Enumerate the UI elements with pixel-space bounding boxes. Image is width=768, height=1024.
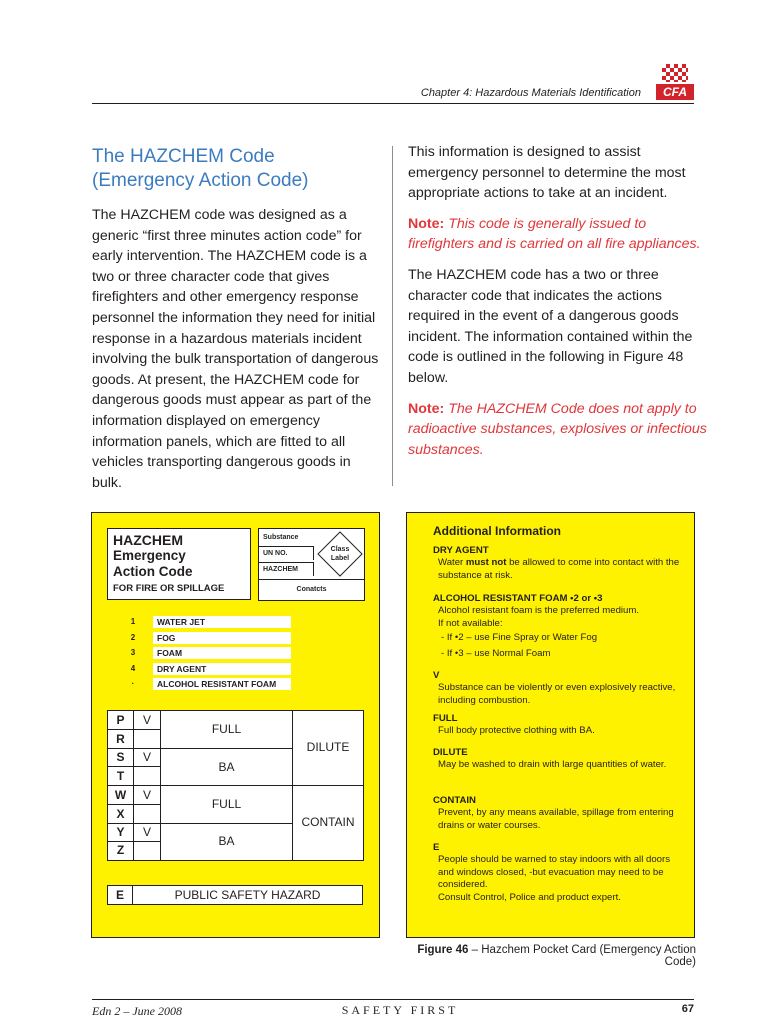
section-heading: ALCOHOL RESISTANT FOAM •2 or •3: [433, 593, 603, 604]
card-subtitle-2: Action Code: [113, 564, 193, 579]
note-issued: [408, 214, 708, 255]
list-label: ALCOHOL RESISTANT FOAM: [153, 678, 291, 690]
grid-letter: W: [108, 786, 134, 805]
protection-ba: BA: [161, 749, 293, 786]
grid-letter: R: [108, 730, 134, 749]
v-section: [433, 670, 683, 707]
grid-letter: P: [108, 711, 134, 730]
grid-letter: Z: [108, 842, 134, 860]
figure-text: – Hazchem Pocket Card (Emergency Action Code): [468, 944, 696, 968]
dry-agent-text-pre: Water: [438, 557, 466, 569]
list-label: FOG: [153, 632, 291, 644]
v-empty-cell: [134, 730, 161, 749]
list-number: ·: [131, 679, 135, 688]
note-text: This code is generally issued to firefighters and is carried on all fire appliances.: [408, 215, 701, 253]
section-heading: FULL: [433, 713, 458, 724]
grid-letter: X: [108, 805, 134, 824]
must-not-emphasis: must not: [465, 557, 507, 569]
list-label: FOAM: [153, 647, 291, 659]
list-number: 4: [130, 663, 136, 673]
card-title-box: [107, 528, 251, 600]
list-label: WATER JET: [153, 616, 291, 628]
v-mark: V: [134, 749, 161, 767]
contacts-label: Conatcts: [259, 579, 364, 599]
intro-paragraph: The HAZCHEM code was designed as a generic “first three minutes action code” for early intervention. The HAZCHEM code is a two or three character code that gives firefighters and other emergency response personnel the information they need for initial response in a hazardous materials incident involving the bulk transportation of dangerous goods. At present, the HAZCHEM code for dangerous goods must appear as part of the information displayed on emergency information panels, which are fitted to all vehicles transporting dangerous goods in bulk.: [92, 207, 379, 491]
v-mark: V: [134, 786, 161, 805]
action-contain: CONTAIN: [301, 815, 355, 829]
e-letter: E: [108, 886, 133, 904]
list-number: 3: [130, 648, 136, 657]
section-heading: E: [433, 842, 440, 853]
bullet-item: - If •2 – use Fine Spray or Water Fog: [441, 632, 598, 644]
page-number: 67: [681, 1003, 694, 1015]
right-intro: This information is designed to assist emergency personnel to determine the most appropriate actions to take at an incident.: [408, 144, 686, 202]
section-text: Substance can be violently or even explosively reactive, including combustion.: [438, 682, 676, 706]
section-text: If not available:: [438, 617, 503, 629]
section-text: People should be warned to stay indoors with all doors and windows closed, -but evacuation may need to be considered.: [438, 854, 670, 891]
title-line-1: The HAZCHEM Code: [92, 146, 275, 167]
note-label: Note:: [408, 400, 445, 417]
note-exclusions: [408, 399, 708, 461]
class-label-line-2: Label: [330, 555, 350, 562]
action-dilute: DILUTE: [293, 711, 363, 786]
section-heading: DRY AGENT: [433, 545, 489, 556]
logo-checkerboard: [662, 64, 688, 82]
dry-agent-section: [433, 545, 683, 582]
class-label-text: [317, 545, 363, 563]
list-label: DRY AGENT: [153, 663, 291, 675]
v-empty-cell: [134, 805, 161, 824]
logo-text: CFA: [656, 84, 694, 100]
code-grid: [107, 710, 364, 861]
right-column: [408, 142, 708, 470]
column-divider: [392, 146, 393, 486]
e-section: [433, 842, 683, 904]
section-text: Alcohol resistant foam is the preferred medium.: [438, 605, 640, 617]
grid-letter: S: [108, 749, 134, 767]
list-item: [128, 631, 298, 647]
list-item: [128, 677, 298, 693]
chapter-heading: Chapter 4: Hazardous Materials Identification: [420, 87, 641, 99]
list-number: 1: [130, 617, 136, 626]
edition-text: Edn 2 – June 2008: [92, 1004, 182, 1018]
page-title: [92, 145, 392, 193]
card-title: HAZCHEM: [113, 532, 183, 548]
list-number: 2: [130, 632, 136, 642]
list-item: [128, 662, 298, 678]
card-subtitle-1: Emergency: [113, 548, 186, 563]
additional-info-title: Additional Information: [433, 524, 561, 538]
section-heading: DILUTE: [433, 747, 468, 758]
title-line-2: (Emergency Action Code): [92, 170, 309, 191]
protection-full: FULL: [161, 786, 293, 824]
alcohol-foam-section: [433, 593, 683, 660]
bullet-item: - If •3 – use Normal Foam: [441, 647, 551, 659]
placard-box: [258, 528, 365, 601]
footer-center-text: SAFETY FIRST: [341, 1003, 459, 1017]
list-item: [128, 646, 298, 662]
v-mark: V: [134, 824, 161, 842]
dry-agent-text-post: be allowed to come into contact with the substance at risk.: [438, 557, 680, 581]
class-label-line-1: Class: [330, 546, 350, 553]
note-label: Note:: [408, 215, 445, 232]
cfa-logo: [656, 64, 694, 102]
v-mark: V: [134, 711, 161, 730]
section-heading: CONTAIN: [433, 795, 476, 806]
section-text: Consult Control, Police and product expert.: [438, 891, 621, 903]
section-text: Prevent, by any means available, spillage from entering drains or water courses.: [438, 807, 674, 831]
contain-section: [433, 795, 683, 832]
grid-letter: Y: [108, 824, 134, 842]
grid-letter: T: [108, 767, 134, 786]
agent-list: [128, 615, 298, 693]
full-section: [433, 713, 683, 738]
v-empty-cell: [134, 842, 161, 860]
hazchem-label: HAZCHEM: [259, 562, 314, 576]
header-divider: [92, 103, 694, 104]
dilute-section: [433, 747, 683, 772]
right-paragraph-2: The HAZCHEM code has a two or three character code that indicates the actions required in the event of a dangerous goods incident. The information contained within the code is outlined in the following in Figure 48 below.: [408, 266, 693, 386]
v-empty-cell: [134, 767, 161, 786]
public-safety-row: [107, 885, 363, 905]
card-small-caption: FOR FIRE OR SPILLAGE: [113, 583, 225, 594]
section-heading: V: [433, 670, 440, 681]
note-text: The HAZCHEM Code does not apply to radioactive substances, explosives or infectious substances.: [408, 400, 707, 458]
figure-label: Figure 46: [417, 944, 469, 956]
section-text: Full body protective clothing with BA.: [438, 725, 595, 737]
figure-caption: [386, 944, 696, 968]
substance-label: Substance: [263, 534, 299, 541]
section-text: [433, 557, 683, 582]
un-no-label: UN NO.: [259, 546, 314, 560]
section-text: May be washed to drain with large quantities of water.: [438, 759, 667, 771]
protection-full: FULL: [161, 711, 293, 749]
list-item: [128, 615, 298, 631]
protection-ba: BA: [161, 824, 293, 860]
footer-divider: [92, 999, 694, 1000]
public-safety-label: PUBLIC SAFETY HAZARD: [174, 888, 321, 902]
